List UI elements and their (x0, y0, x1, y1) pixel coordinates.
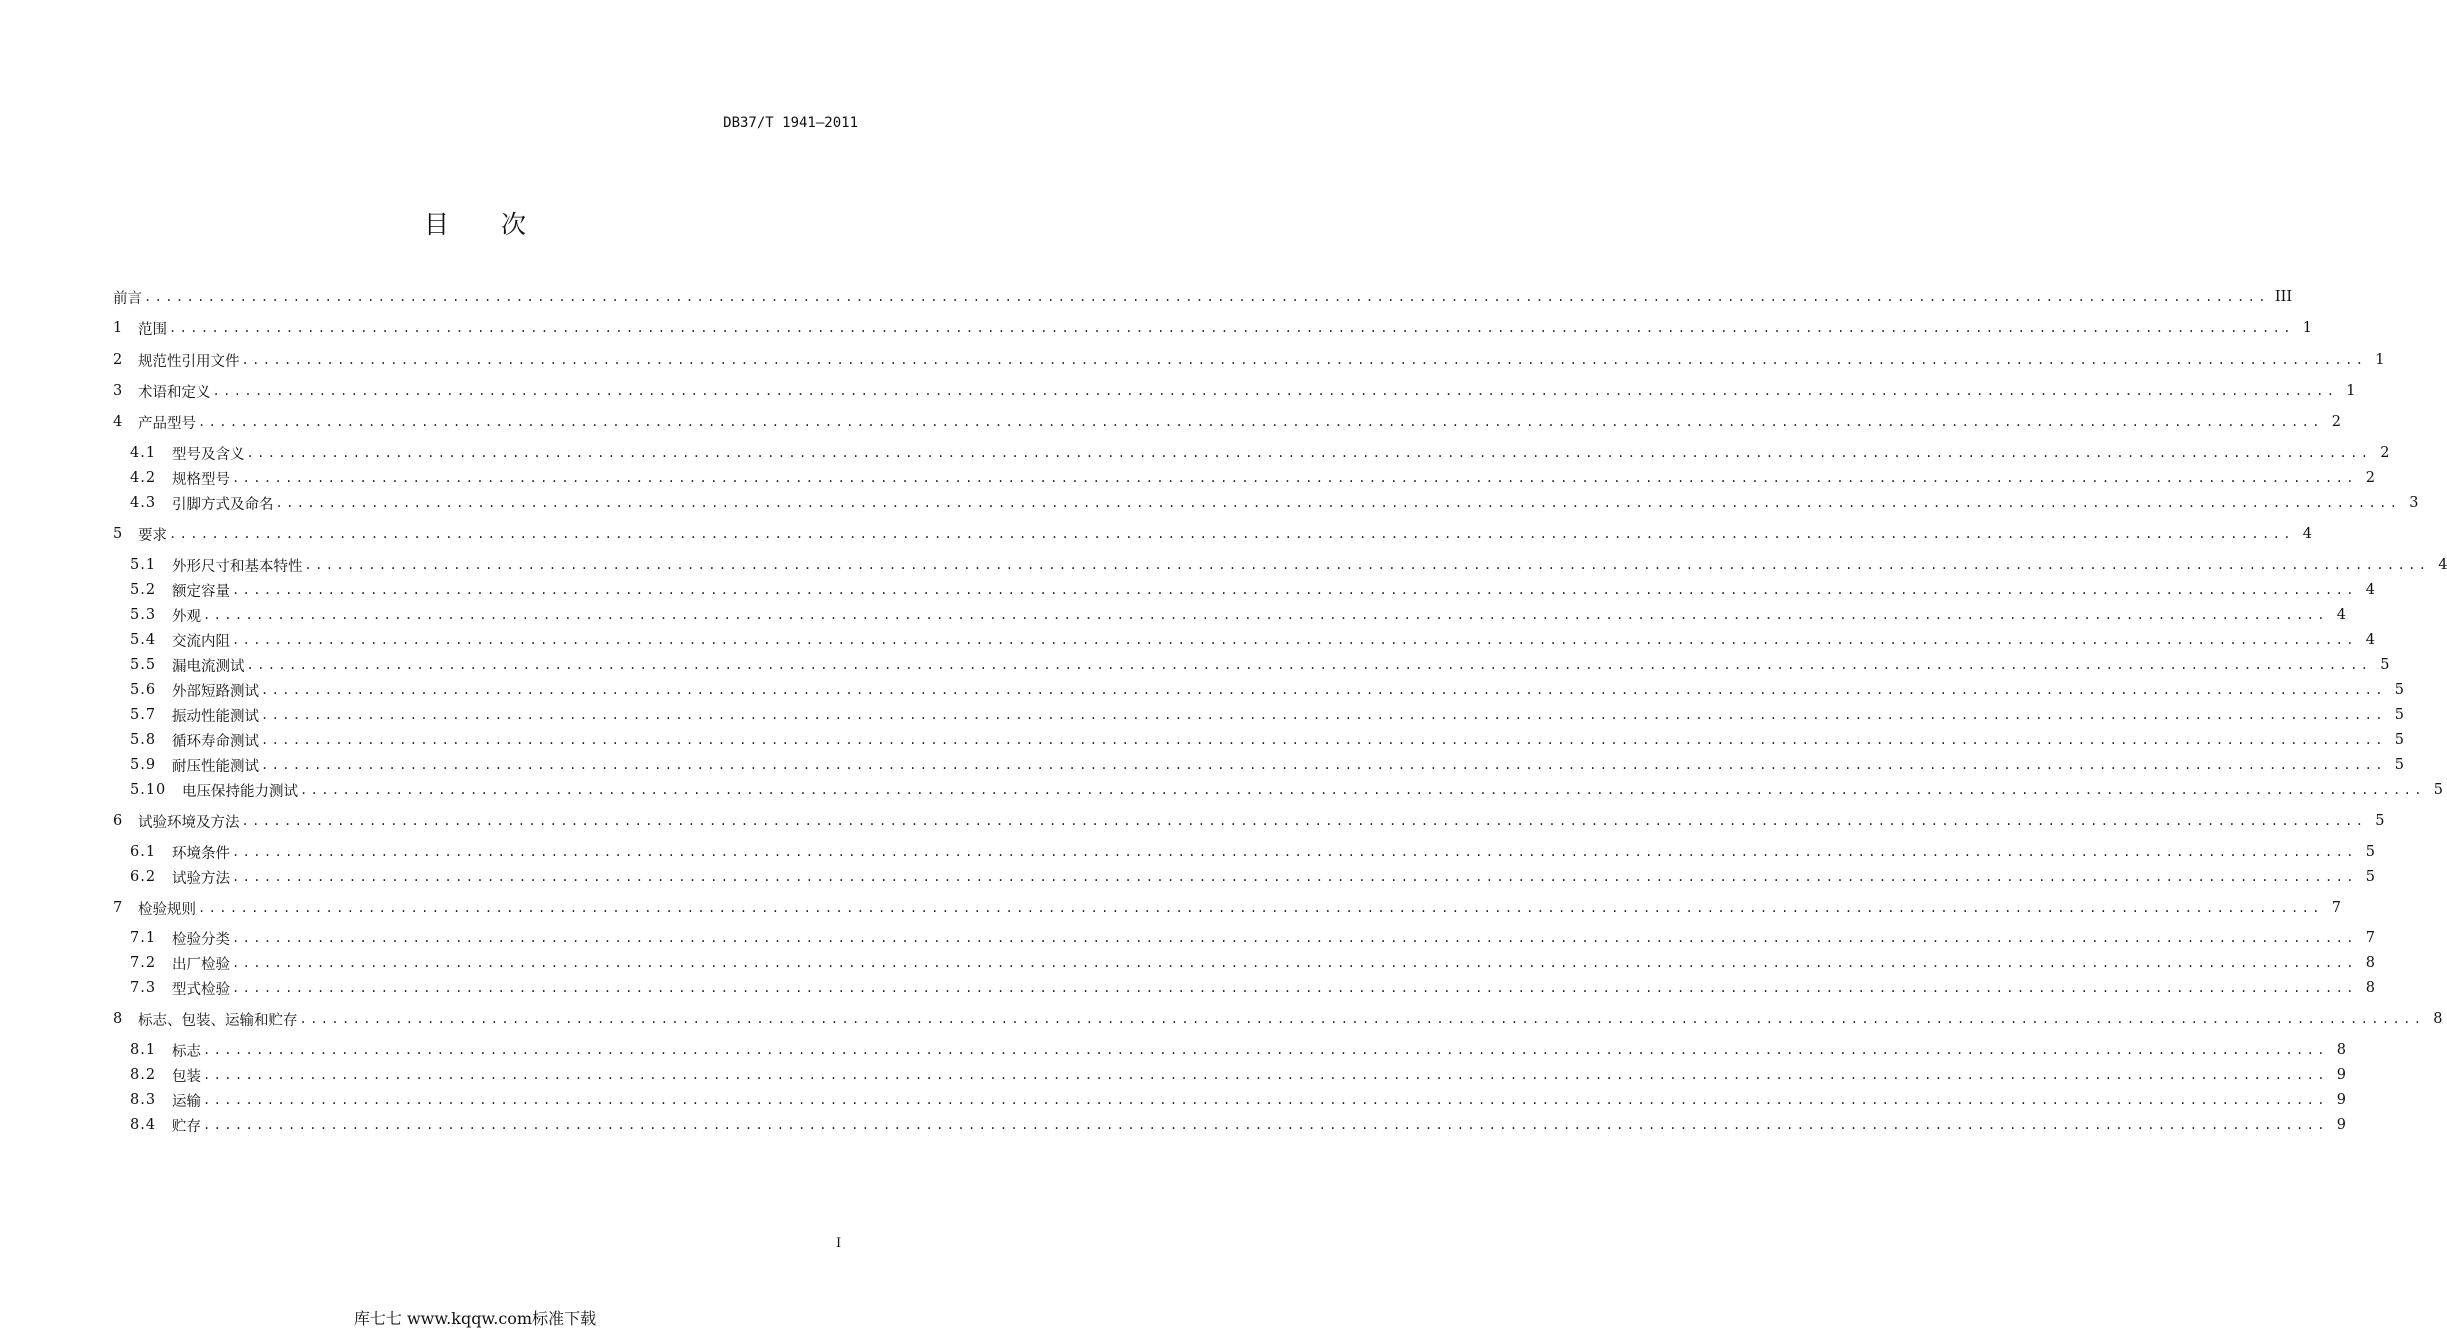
toc-entry-number: 8.3 (130, 1092, 157, 1108)
toc-entry-page: 9 (2336, 1067, 2346, 1083)
toc-entry-page: 5 (2394, 757, 2404, 773)
toc-entry-label: 电压保持能力测试 (182, 783, 298, 800)
toc-entry-number: 8.2 (130, 1067, 157, 1083)
toc-entry-label: 前言 (113, 290, 142, 307)
toc-entry-page: 1 (2302, 320, 2312, 336)
toc-dot-leader: ........................................................................................................................................................................................................ (241, 814, 2367, 828)
toc-entry-number: 5.3 (130, 607, 157, 623)
toc-entry-label: 包装 (172, 1068, 201, 1085)
toc-entry-page: 8 (2365, 955, 2375, 971)
toc-entry-label: 标志、包装、运输和贮存 (138, 1012, 298, 1029)
toc-entry-page: 9 (2336, 1092, 2346, 1108)
toc-subsection-entry[interactable] (130, 654, 2390, 676)
toc-entry-page: 4 (2336, 607, 2346, 623)
toc-entry-page: 7 (2365, 930, 2375, 946)
toc-dot-leader: ........................................................................................................................................................................................................ (261, 758, 2386, 772)
toc-dot-leader: ........................................................................................................................................................................................................ (232, 981, 2357, 995)
toc-entry-label: 耐压性能测试 (172, 758, 259, 775)
toc-entry-number: 5.1 (130, 557, 157, 573)
toc-entry-page: 7 (2331, 900, 2341, 916)
toc-entry-label: 运输 (172, 1093, 201, 1110)
toc-entry-label: 额定容量 (172, 583, 230, 600)
toc-subsection-entry[interactable] (130, 927, 2375, 949)
toc-entry-label: 外部短路测试 (172, 683, 259, 700)
toc-entry-number: 8.4 (130, 1117, 157, 1133)
toc-entry-page: 2 (2380, 445, 2390, 461)
toc-entry-label: 外观 (172, 608, 201, 625)
toc-entry-page: 3 (2409, 495, 2419, 511)
page-title (0, 205, 950, 241)
toc-dot-leader: ........................................................................................................................................................................................................ (232, 471, 2357, 485)
toc-entry-number: 8.1 (130, 1042, 157, 1058)
toc-entry-page: 4 (2302, 526, 2312, 542)
toc-subsection-entry[interactable] (130, 467, 2375, 489)
toc-entry-label: 要求 (138, 527, 167, 544)
toc-entry-label: 循环寿命测试 (172, 733, 259, 750)
toc-subsection-entry[interactable] (130, 554, 2447, 576)
toc-entry-label: 术语和定义 (138, 384, 211, 401)
toc-entry-label: 规范性引用文件 (138, 353, 240, 370)
toc-dot-leader: ........................................................................................................................................................................................................ (241, 353, 2367, 367)
toc-subsection-entry[interactable] (130, 779, 2443, 801)
toc-subsection-entry[interactable] (130, 629, 2375, 651)
toc-entry-label: 产品型号 (138, 415, 196, 432)
toc-entry-label: 环境条件 (172, 845, 230, 862)
toc-entry-label: 标志 (172, 1043, 201, 1060)
toc-entry-number: 5.2 (130, 582, 157, 598)
toc-subsection-entry[interactable] (130, 492, 2419, 514)
toc-entry-number: 5.7 (130, 707, 157, 723)
toc-entry-label: 外形尺寸和基本特性 (172, 558, 303, 575)
toc-subsection-entry[interactable] (130, 952, 2375, 974)
toc-subsection-entry[interactable] (130, 977, 2375, 999)
toc-entry-page: 8 (2365, 980, 2375, 996)
toc-entry-number: 7.2 (130, 955, 157, 971)
toc-entry-label: 贮存 (172, 1118, 201, 1135)
toc-dot-leader: ........................................................................................................................................................................................................ (299, 1012, 2425, 1026)
document-code: DB37/T 1941—2011 (723, 115, 858, 131)
toc-entry-page: 4 (2365, 582, 2375, 598)
toc-entry-number: 5.4 (130, 632, 157, 648)
toc-dot-leader: ........................................................................................................................................................................................................ (232, 845, 2357, 859)
toc-entry-number: 2 (113, 352, 123, 368)
toc-subsection-entry[interactable] (130, 729, 2404, 751)
toc-entry-number: 3 (113, 383, 123, 399)
toc-dot-leader: ........................................................................................................................................................................................................ (169, 321, 2294, 335)
toc-dot-leader: ........................................................................................................................................................................................................ (304, 558, 2430, 572)
toc-subsection-entry[interactable] (130, 1089, 2346, 1111)
toc-dot-leader: ........................................................................................................................................................................................................ (300, 783, 2425, 797)
toc-subsection-entry[interactable] (130, 442, 2390, 464)
toc-subsection-entry[interactable] (130, 754, 2404, 776)
toc-dot-leader: ........................................................................................................................................................................................................ (203, 608, 2328, 622)
toc-section-entry[interactable] (113, 286, 2293, 308)
toc-entry-page: 2 (2331, 414, 2341, 430)
title-char-2: 次 (501, 210, 527, 239)
toc-subsection-entry[interactable] (130, 866, 2375, 888)
toc-entry-label: 型号及含义 (172, 446, 245, 463)
toc-subsection-entry[interactable] (130, 679, 2404, 701)
toc-section-entry[interactable] (113, 810, 2385, 832)
toc-subsection-entry[interactable] (130, 604, 2346, 626)
toc-entry-number: 5.10 (130, 782, 167, 798)
toc-entry-label: 型式检验 (172, 981, 230, 998)
toc-entry-number: 4 (113, 414, 123, 430)
toc-entry-label: 振动性能测试 (172, 708, 259, 725)
toc-entry-page: 1 (2375, 352, 2385, 368)
toc-subsection-entry[interactable] (130, 704, 2404, 726)
toc-entry-label: 检验分类 (172, 931, 230, 948)
toc-entry-page: 8 (2433, 1011, 2443, 1027)
toc-dot-leader: ........................................................................................................................................................................................................ (232, 870, 2357, 884)
toc-entry-page: 5 (2365, 844, 2375, 860)
toc-entry-page: 5 (2365, 869, 2375, 885)
toc-entry-page: 8 (2336, 1042, 2346, 1058)
toc-section-entry[interactable] (113, 317, 2312, 339)
toc-subsection-entry[interactable] (130, 1039, 2346, 1061)
toc-dot-leader: ........................................................................................................................................................................................................ (198, 415, 2323, 429)
toc-entry-page: 4 (2438, 557, 2447, 573)
toc-entry-label: 规格型号 (172, 471, 230, 488)
toc-dot-leader: ........................................................................................................................................................................................................ (203, 1043, 2328, 1057)
toc-entry-page: 5 (2375, 813, 2385, 829)
toc-dot-leader: ........................................................................................................................................................................................................ (246, 446, 2372, 460)
footer-watermark: 库七七 www.kqqw.com标准下载 (353, 1309, 597, 1328)
toc-entry-page: 4 (2365, 632, 2375, 648)
toc-entry-number: 4.1 (130, 445, 157, 461)
toc-entry-number: 6.2 (130, 869, 157, 885)
toc-entry-number: 5.6 (130, 682, 157, 698)
toc-entry-number: 4.2 (130, 470, 157, 486)
toc-entry-page: 5 (2433, 782, 2443, 798)
toc-entry-number: 5.8 (130, 732, 157, 748)
toc-section-entry[interactable] (113, 411, 2341, 433)
toc-entry-number: 6.1 (130, 844, 157, 860)
toc-dot-leader: ........................................................................................................................................................................................................ (232, 633, 2357, 647)
toc-entry-label: 试验方法 (172, 870, 230, 887)
toc-subsection-entry[interactable] (130, 579, 2375, 601)
toc-entry-label: 范围 (138, 321, 167, 338)
toc-entry-page: 5 (2394, 707, 2404, 723)
toc-entry-label: 出厂检验 (172, 956, 230, 973)
toc-entry-number: 5 (113, 526, 123, 542)
toc-entry-page: 5 (2394, 682, 2404, 698)
toc-entry-page: 5 (2380, 657, 2390, 673)
toc-dot-leader: ........................................................................................................................................................................................................ (198, 901, 2323, 915)
toc-entry-page: 9 (2336, 1117, 2346, 1133)
toc-entry-label: 试验环境及方法 (138, 814, 240, 831)
toc-section-entry[interactable] (113, 523, 2312, 545)
toc-dot-leader: ........................................................................................................................................................................................................ (261, 708, 2386, 722)
toc-entry-number: 7.1 (130, 930, 157, 946)
toc-entry-page: 2 (2365, 470, 2375, 486)
toc-subsection-entry[interactable] (130, 841, 2375, 863)
toc-entry-page: III (2274, 289, 2293, 305)
toc-section-entry[interactable] (113, 349, 2385, 371)
toc-entry-number: 7.3 (130, 980, 157, 996)
toc-entry-number: 1 (113, 320, 123, 336)
toc-section-entry[interactable] (113, 1008, 2443, 1030)
toc-entry-number: 7 (113, 900, 123, 916)
toc-entry-label: 引脚方式及命名 (172, 496, 274, 513)
toc-dot-leader: ........................................................................................................................................................................................................ (169, 527, 2294, 541)
toc-dot-leader: ........................................................................................................................................................................................................ (203, 1118, 2328, 1132)
toc-entry-page: 5 (2394, 732, 2404, 748)
toc-section-entry[interactable] (113, 380, 2356, 402)
toc-dot-leader: ........................................................................................................................................................................................................ (232, 956, 2357, 970)
toc-dot-leader: ........................................................................................................................................................................................................ (203, 1093, 2328, 1107)
title-char-1: 目 (423, 210, 449, 239)
page-number: I (836, 1236, 842, 1251)
toc-dot-leader: ........................................................................................................................................................................................................ (212, 384, 2338, 398)
toc-entry-label: 交流内阻 (172, 633, 230, 650)
toc-entry-number: 8 (113, 1011, 123, 1027)
toc-section-entry[interactable] (113, 897, 2341, 919)
toc-dot-leader: ........................................................................................................................................................................................................ (144, 290, 2269, 304)
toc-dot-leader: ........................................................................................................................................................................................................ (275, 496, 2401, 510)
toc-subsection-entry[interactable] (130, 1064, 2346, 1086)
toc-dot-leader: ........................................................................................................................................................................................................ (232, 583, 2357, 597)
toc-entry-number: 4.3 (130, 495, 157, 511)
toc-entry-number: 5.9 (130, 757, 157, 773)
toc-dot-leader: ........................................................................................................................................................................................................ (246, 658, 2372, 672)
toc-dot-leader: ........................................................................................................................................................................................................ (203, 1068, 2328, 1082)
toc-subsection-entry[interactable] (130, 1114, 2346, 1136)
toc-entry-page: 1 (2346, 383, 2356, 399)
toc-dot-leader: ........................................................................................................................................................................................................ (232, 931, 2357, 945)
toc-entry-label: 漏电流测试 (172, 658, 245, 675)
toc-entry-number: 5.5 (130, 657, 157, 673)
toc-entry-number: 6 (113, 813, 123, 829)
toc-dot-leader: ........................................................................................................................................................................................................ (261, 683, 2386, 697)
toc-entry-label: 检验规则 (138, 901, 196, 918)
toc-dot-leader: ........................................................................................................................................................................................................ (261, 733, 2386, 747)
